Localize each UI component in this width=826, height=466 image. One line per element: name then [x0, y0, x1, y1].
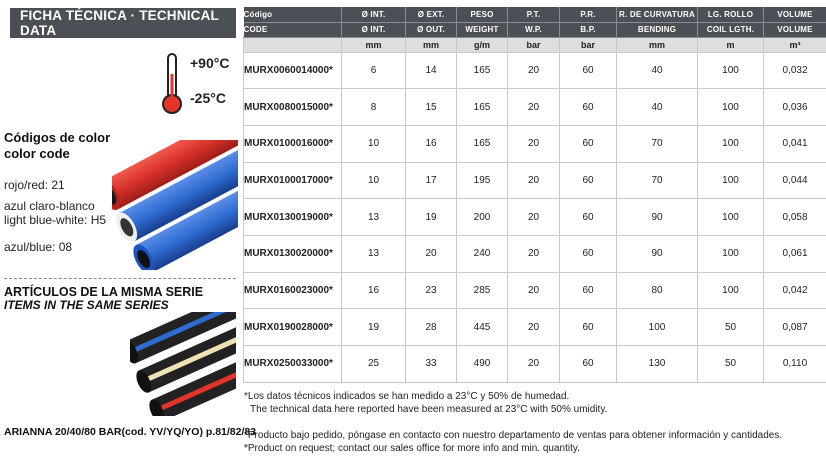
temp-min: -25°C [190, 90, 226, 106]
table-cell: 20 [508, 125, 560, 162]
table-cell: 19 [406, 199, 457, 236]
product-code-cell: MURX0080015000* [244, 89, 342, 126]
table-cell: 19 [342, 309, 406, 346]
color-codes-title: Códigos de color [4, 130, 111, 145]
table-cell: 100 [698, 162, 764, 199]
table-cell: 20 [508, 89, 560, 126]
table-cell: 0,058 [764, 199, 826, 236]
table-cell: 70 [617, 125, 698, 162]
table-cell: 60 [560, 52, 617, 89]
column-header: P.R. [560, 7, 617, 22]
table-cell: 15 [406, 89, 457, 126]
table-cell: 80 [617, 272, 698, 309]
table-cell: 165 [457, 89, 508, 126]
table-cell: 0,036 [764, 89, 826, 126]
product-code-cell: MURX0130020000* [244, 235, 342, 272]
table-cell: 165 [457, 52, 508, 89]
table-cell: 100 [698, 235, 764, 272]
table-cell: 90 [617, 199, 698, 236]
color-code-lightblue-en: light blue-white: H5 [4, 213, 107, 227]
table-row [244, 199, 826, 236]
table-row [244, 52, 826, 89]
unit-cell: m [698, 37, 764, 52]
table-cell: 50 [698, 346, 764, 383]
table-cell: 0,032 [764, 52, 826, 89]
table-units-row [244, 37, 826, 52]
column-header: COIL LGTH. [698, 22, 764, 37]
product-code-cell: MURX0130019000* [244, 199, 342, 236]
table-cell: 13 [342, 235, 406, 272]
table-cell: 0,110 [764, 346, 826, 383]
unit-cell: g/m [457, 37, 508, 52]
table-cell: 240 [457, 235, 508, 272]
table-header-row-en [244, 22, 826, 37]
table-cell: 10 [342, 162, 406, 199]
table-cell: 285 [457, 272, 508, 309]
product-code-cell: MURX0160023000* [244, 272, 342, 309]
table-cell: 445 [457, 309, 508, 346]
section-title-text: FICHA TÉCNICA · TECHNICAL DATA [20, 8, 219, 38]
column-header: BENDING [617, 22, 698, 37]
table-cell: 195 [457, 162, 508, 199]
table-row [244, 235, 826, 272]
table-cell: 20 [508, 309, 560, 346]
table-cell: 490 [457, 346, 508, 383]
technical-data-table [243, 7, 826, 383]
product-code-cell: MURX0060014000* [244, 52, 342, 89]
note-on-request-es: *Producto bajo pedido, póngase en contacto con nuestro departamento de ventas para obtener información y cantidades. [244, 430, 783, 441]
table-cell: 20 [508, 199, 560, 236]
note-conditions-es: *Los datos técnicos indicados se han medido a 23°C y 50% de humedad. [244, 391, 570, 402]
series-pipes-image [130, 312, 236, 416]
table-cell: 60 [560, 309, 617, 346]
product-code-cell: MURX0250033000* [244, 346, 342, 383]
unit-cell: mm [617, 37, 698, 52]
series-title: ARTÍCULOS DE LA MISMA SERIE [4, 285, 204, 299]
column-header: Ø INT. [342, 7, 406, 22]
table-cell: 60 [560, 125, 617, 162]
unit-cell [244, 37, 342, 52]
product-code-cell: MURX0100017000* [244, 162, 342, 199]
table-row [244, 89, 826, 126]
table-cell: 17 [406, 162, 457, 199]
table-row [244, 125, 826, 162]
series-caption: ARIANNA 20/40/80 BAR(cod. YV/YQ/YO) p.81/82/83 [4, 426, 257, 438]
table-cell: 50 [698, 309, 764, 346]
temp-max: +90°C [190, 55, 230, 71]
thermometer-icon [160, 52, 184, 116]
table-cell: 20 [508, 272, 560, 309]
table-cell: 20 [508, 162, 560, 199]
column-header: VOLUME [764, 22, 826, 37]
column-header: CODE [244, 22, 342, 37]
table-cell: 100 [698, 272, 764, 309]
table-cell: 10 [342, 125, 406, 162]
table-cell: 16 [342, 272, 406, 309]
table-cell: 70 [617, 162, 698, 199]
column-header: PESO [457, 7, 508, 22]
table-cell: 33 [406, 346, 457, 383]
series-subtitle: ITEMS IN THE SAME SERIES [4, 298, 169, 312]
table-cell: 28 [406, 309, 457, 346]
table-cell: 90 [617, 235, 698, 272]
table-cell: 20 [508, 346, 560, 383]
table-cell: 20 [508, 52, 560, 89]
unit-cell: bar [560, 37, 617, 52]
table-cell: 100 [698, 52, 764, 89]
color-codes-subtitle: color code [4, 146, 70, 161]
unit-cell: mm [406, 37, 457, 52]
column-header: W.P. [508, 22, 560, 37]
unit-cell: bar [508, 37, 560, 52]
column-header: R. DE CURVATURA [617, 7, 698, 22]
table-row [244, 272, 826, 309]
table-cell: 16 [406, 125, 457, 162]
table-row [244, 346, 826, 383]
table-cell: 165 [457, 125, 508, 162]
table-cell: 0,042 [764, 272, 826, 309]
table-cell: 13 [342, 199, 406, 236]
table-row [244, 162, 826, 199]
section-divider [4, 278, 236, 279]
table-cell: 100 [617, 309, 698, 346]
column-header: Ø INT. [342, 22, 406, 37]
table-cell: 40 [617, 52, 698, 89]
column-header: B.P. [560, 22, 617, 37]
column-header: VOLUME [764, 7, 826, 22]
table-cell: 0,061 [764, 235, 826, 272]
color-code-blue: azul/blue: 08 [4, 240, 73, 254]
table-cell: 60 [560, 162, 617, 199]
color-pipes-image [112, 140, 238, 270]
table-cell: 20 [508, 235, 560, 272]
table-cell: 100 [698, 199, 764, 236]
table-cell: 60 [560, 89, 617, 126]
table-cell: 130 [617, 346, 698, 383]
table-row [244, 309, 826, 346]
unit-cell: m³ [764, 37, 826, 52]
table-cell: 100 [698, 89, 764, 126]
table-header-row-es [244, 7, 826, 22]
section-title [10, 8, 236, 38]
column-header: Ø OUT. [406, 22, 457, 37]
column-header: Código [244, 7, 342, 22]
product-code-cell: MURX0190028000* [244, 309, 342, 346]
note-conditions-en: The technical data here reported have been measured at 23°C with 50% umidity. [250, 404, 608, 415]
table-cell: 60 [560, 346, 617, 383]
color-code-red: rojo/red: 21 [4, 178, 65, 192]
table-cell: 0,087 [764, 309, 826, 346]
table-cell: 0,044 [764, 162, 826, 199]
table-cell: 0,041 [764, 125, 826, 162]
product-code-cell: MURX0100016000* [244, 125, 342, 162]
column-header: WEIGHT [457, 22, 508, 37]
color-code-lightblue-es: azul claro-blanco [4, 199, 95, 213]
table-cell: 6 [342, 52, 406, 89]
table-cell: 14 [406, 52, 457, 89]
column-header: LG. ROLLO [698, 7, 764, 22]
table-cell: 40 [617, 89, 698, 126]
unit-cell: mm [342, 37, 406, 52]
table-cell: 60 [560, 272, 617, 309]
column-header: P.T. [508, 7, 560, 22]
column-header: Ø EXT. [406, 7, 457, 22]
table-cell: 23 [406, 272, 457, 309]
table-cell: 25 [342, 346, 406, 383]
table-cell: 60 [560, 199, 617, 236]
table-cell: 8 [342, 89, 406, 126]
note-on-request-en: *Product on request; contact our sales office for more info and min. quantity. [244, 443, 580, 454]
table-cell: 60 [560, 235, 617, 272]
table-cell: 100 [698, 125, 764, 162]
table-cell: 20 [406, 235, 457, 272]
table-cell: 200 [457, 199, 508, 236]
